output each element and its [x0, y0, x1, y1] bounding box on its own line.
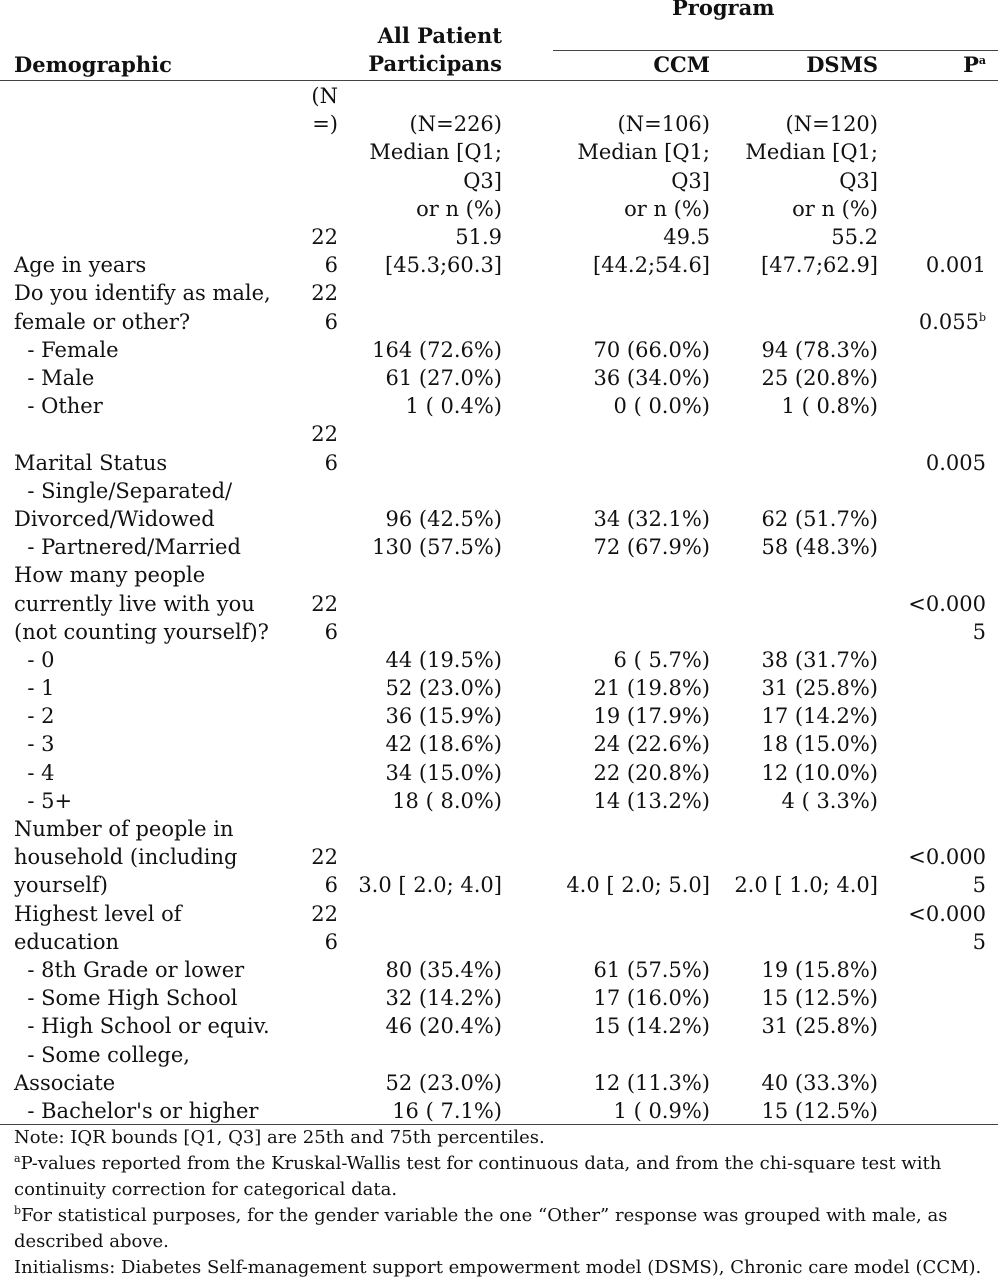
row-label: - Female — [14, 337, 119, 362]
all-patients-header-line2: Participans — [368, 51, 502, 76]
table-row — [0, 787, 998, 815]
row-ccm: 17 (16.0%) — [593, 986, 710, 1011]
all-patients-header-line1: All Patient — [377, 23, 502, 48]
row-all-patients: 164 (72.6%) — [372, 337, 502, 362]
p-value-header — [900, 51, 986, 79]
row-p-value: <0.000 5 — [908, 845, 986, 898]
row-p-value: 0.001 — [925, 253, 986, 278]
row-label: Highest level of education — [14, 901, 182, 954]
row-label: - High School or equiv. — [14, 1014, 270, 1039]
note-iqr: Note: IQR bounds [Q1, Q3] are 25th and 75th percentiles. — [14, 1127, 545, 1148]
note-a — [14, 1151, 989, 1203]
row-p-value: 0.055$^b$ — [918, 309, 986, 334]
row-label: - Bachelor's or higher — [14, 1098, 259, 1123]
row-n: (N =) — [311, 84, 338, 137]
row-ccm: 24 (22.6%) — [593, 732, 710, 757]
table-row — [0, 1012, 998, 1040]
table-row — [0, 223, 998, 279]
row-dsms: 15 (12.5%) — [761, 986, 878, 1011]
row-dsms: 1 ( 0.8%) — [781, 394, 878, 419]
note-initialisms: Initialisms: Diabetes Self-management support empowerment model (DSMS), Chronic care model (CCM). — [14, 1257, 982, 1278]
row-ccm: 0 ( 0.0%) — [613, 394, 710, 419]
row-label: - 8th Grade or lower — [14, 958, 245, 983]
row-all-patients: 18 ( 8.0%) — [392, 788, 502, 813]
table-row — [0, 759, 998, 787]
table-row — [0, 279, 998, 335]
row-n: 22 6 — [311, 422, 338, 475]
row-all-patients: 52 (23.0%) — [385, 1070, 502, 1095]
row-all-patients: 96 (42.5%) — [385, 506, 502, 531]
table-row — [0, 392, 998, 420]
row-all-patients: 32 (14.2%) — [385, 986, 502, 1011]
row-dsms: 38 (31.7%) — [761, 647, 878, 672]
row-ccm: 15 (14.2%) — [593, 1014, 710, 1039]
demographic-header: Demographic — [14, 52, 172, 77]
row-ccm: 22 (20.8%) — [593, 760, 710, 785]
row-ccm: 19 (17.9%) — [593, 704, 710, 729]
row-ccm: 6 ( 5.7%) — [613, 647, 710, 672]
p-value-footnote-marker: a — [978, 54, 986, 67]
row-all-patients: 51.9 [45.3;60.3] — [385, 225, 502, 278]
row-dsms: 25 (20.8%) — [761, 365, 878, 390]
row-all-patients: 3.0 [ 2.0; 4.0] — [358, 873, 502, 898]
row-all-patients: 61 (27.0%) — [385, 365, 502, 390]
row-label: Age in years — [14, 253, 147, 278]
row-label: - Some High School — [14, 986, 238, 1011]
row-p-value: <0.000 5 — [908, 591, 986, 644]
note-a-text: P-values reported from the Kruskal-Wallis test for continuous data, and from the chi-square test with continuity correction for categorical data. — [14, 1153, 942, 1200]
row-all-patients: 80 (35.4%) — [385, 958, 502, 983]
table-row — [0, 561, 998, 646]
row-all-patients: (N=226) Median [Q1; Q3] or n (%) — [369, 112, 502, 221]
program-header: Program — [672, 0, 775, 20]
table-body — [0, 82, 998, 1125]
row-n: 22 6 — [311, 225, 338, 278]
note-a-marker: a — [14, 1152, 21, 1165]
row-all-patients: 34 (15.0%) — [385, 760, 502, 785]
row-ccm: 70 (66.0%) — [593, 337, 710, 362]
row-ccm: 1 ( 0.9%) — [613, 1098, 710, 1123]
row-label: Do you identify as male, female or other? — [14, 281, 271, 334]
row-n: 22 6 — [311, 591, 338, 644]
row-dsms: (N=120) Median [Q1; Q3] or n (%) — [745, 112, 878, 221]
row-all-patients: 52 (23.0%) — [385, 676, 502, 701]
all-patients-header — [300, 22, 502, 78]
row-n: 22 6 — [311, 281, 338, 334]
row-label: - Other — [14, 394, 103, 419]
row-all-patients: 1 ( 0.4%) — [405, 394, 502, 419]
table-row — [0, 674, 998, 702]
p-footnote-marker: b — [978, 310, 986, 324]
note-b-marker: b — [14, 1204, 22, 1217]
row-dsms: 94 (78.3%) — [761, 337, 878, 362]
table-row — [0, 646, 998, 674]
row-label: - Some college, Associate — [14, 1042, 190, 1095]
row-label: - 4 — [14, 760, 55, 785]
row-dsms: 17 (14.2%) — [761, 704, 878, 729]
p-value-label: P — [963, 52, 979, 77]
row-label: - Partnered/Married — [14, 535, 241, 560]
table-row — [0, 533, 998, 561]
row-ccm: 4.0 [ 2.0; 5.0] — [566, 873, 710, 898]
row-dsms: 31 (25.8%) — [761, 676, 878, 701]
table-row — [0, 1097, 998, 1125]
table-row — [0, 730, 998, 758]
row-dsms: 18 (15.0%) — [761, 732, 878, 757]
row-label: - 1 — [14, 676, 55, 701]
row-all-patients: 46 (20.4%) — [385, 1014, 502, 1039]
row-all-patients: 42 (18.6%) — [385, 732, 502, 757]
ccm-header: CCM — [653, 52, 710, 77]
note-b-text: For statistical purposes, for the gender variable the one “Other” response was grouped with male, as described above. — [14, 1205, 948, 1252]
table-row — [0, 82, 998, 223]
row-ccm: 34 (32.1%) — [593, 506, 710, 531]
row-n: 22 6 — [311, 845, 338, 898]
row-dsms: 58 (48.3%) — [761, 535, 878, 560]
row-ccm: 49.5 [44.2;54.6] — [593, 225, 710, 278]
row-all-patients: 44 (19.5%) — [385, 647, 502, 672]
row-label: Marital Status — [14, 450, 168, 475]
row-all-patients: 16 ( 7.1%) — [392, 1098, 502, 1123]
table-row — [0, 702, 998, 730]
table-row — [0, 1041, 998, 1097]
row-label: - 0 — [14, 647, 55, 672]
row-dsms: 40 (33.3%) — [761, 1070, 878, 1095]
row-label: - Male — [14, 365, 95, 390]
row-ccm: 61 (57.5%) — [593, 958, 710, 983]
dsms-header: DSMS — [806, 52, 878, 77]
row-ccm: 36 (34.0%) — [593, 365, 710, 390]
table-row — [0, 984, 998, 1012]
row-label: How many people currently live with you (not counting yourself)? — [14, 563, 269, 644]
row-label: - 2 — [14, 704, 55, 729]
row-all-patients: 130 (57.5%) — [372, 535, 502, 560]
row-dsms: 19 (15.8%) — [761, 958, 878, 983]
row-ccm: (N=106) Median [Q1; Q3] or n (%) — [577, 112, 710, 221]
header-rule — [0, 80, 998, 81]
row-dsms: 62 (51.7%) — [761, 506, 878, 531]
table-row — [0, 420, 998, 476]
row-dsms: 4 ( 3.3%) — [781, 788, 878, 813]
table-row — [0, 956, 998, 984]
table-row — [0, 477, 998, 533]
table-notes — [14, 1125, 989, 1281]
row-p-value: <0.000 5 — [908, 901, 986, 954]
row-dsms: 31 (25.8%) — [761, 1014, 878, 1039]
row-n: 22 6 — [311, 901, 338, 954]
row-ccm: 12 (11.3%) — [593, 1070, 710, 1095]
row-label: - 3 — [14, 732, 55, 757]
row-ccm: 21 (19.8%) — [593, 676, 710, 701]
note-b — [14, 1203, 989, 1255]
row-ccm: 14 (13.2%) — [593, 788, 710, 813]
table-row — [0, 900, 998, 956]
row-label: Number of people in household (including yourself) — [14, 817, 238, 898]
row-label: - 5+ — [14, 788, 73, 813]
table-row — [0, 815, 998, 900]
row-dsms: 2.0 [ 1.0; 4.0] — [734, 873, 878, 898]
row-ccm: 72 (67.9%) — [593, 535, 710, 560]
row-dsms: 15 (12.5%) — [761, 1098, 878, 1123]
row-dsms: 55.2 [47.7;62.9] — [761, 225, 878, 278]
table-row — [0, 364, 998, 392]
table-row — [0, 336, 998, 364]
row-p-value: 0.005 — [925, 450, 986, 475]
row-dsms: 12 (10.0%) — [761, 760, 878, 785]
row-label: - Single/Separated/ Divorced/Widowed — [14, 478, 233, 531]
row-all-patients: 36 (15.9%) — [385, 704, 502, 729]
